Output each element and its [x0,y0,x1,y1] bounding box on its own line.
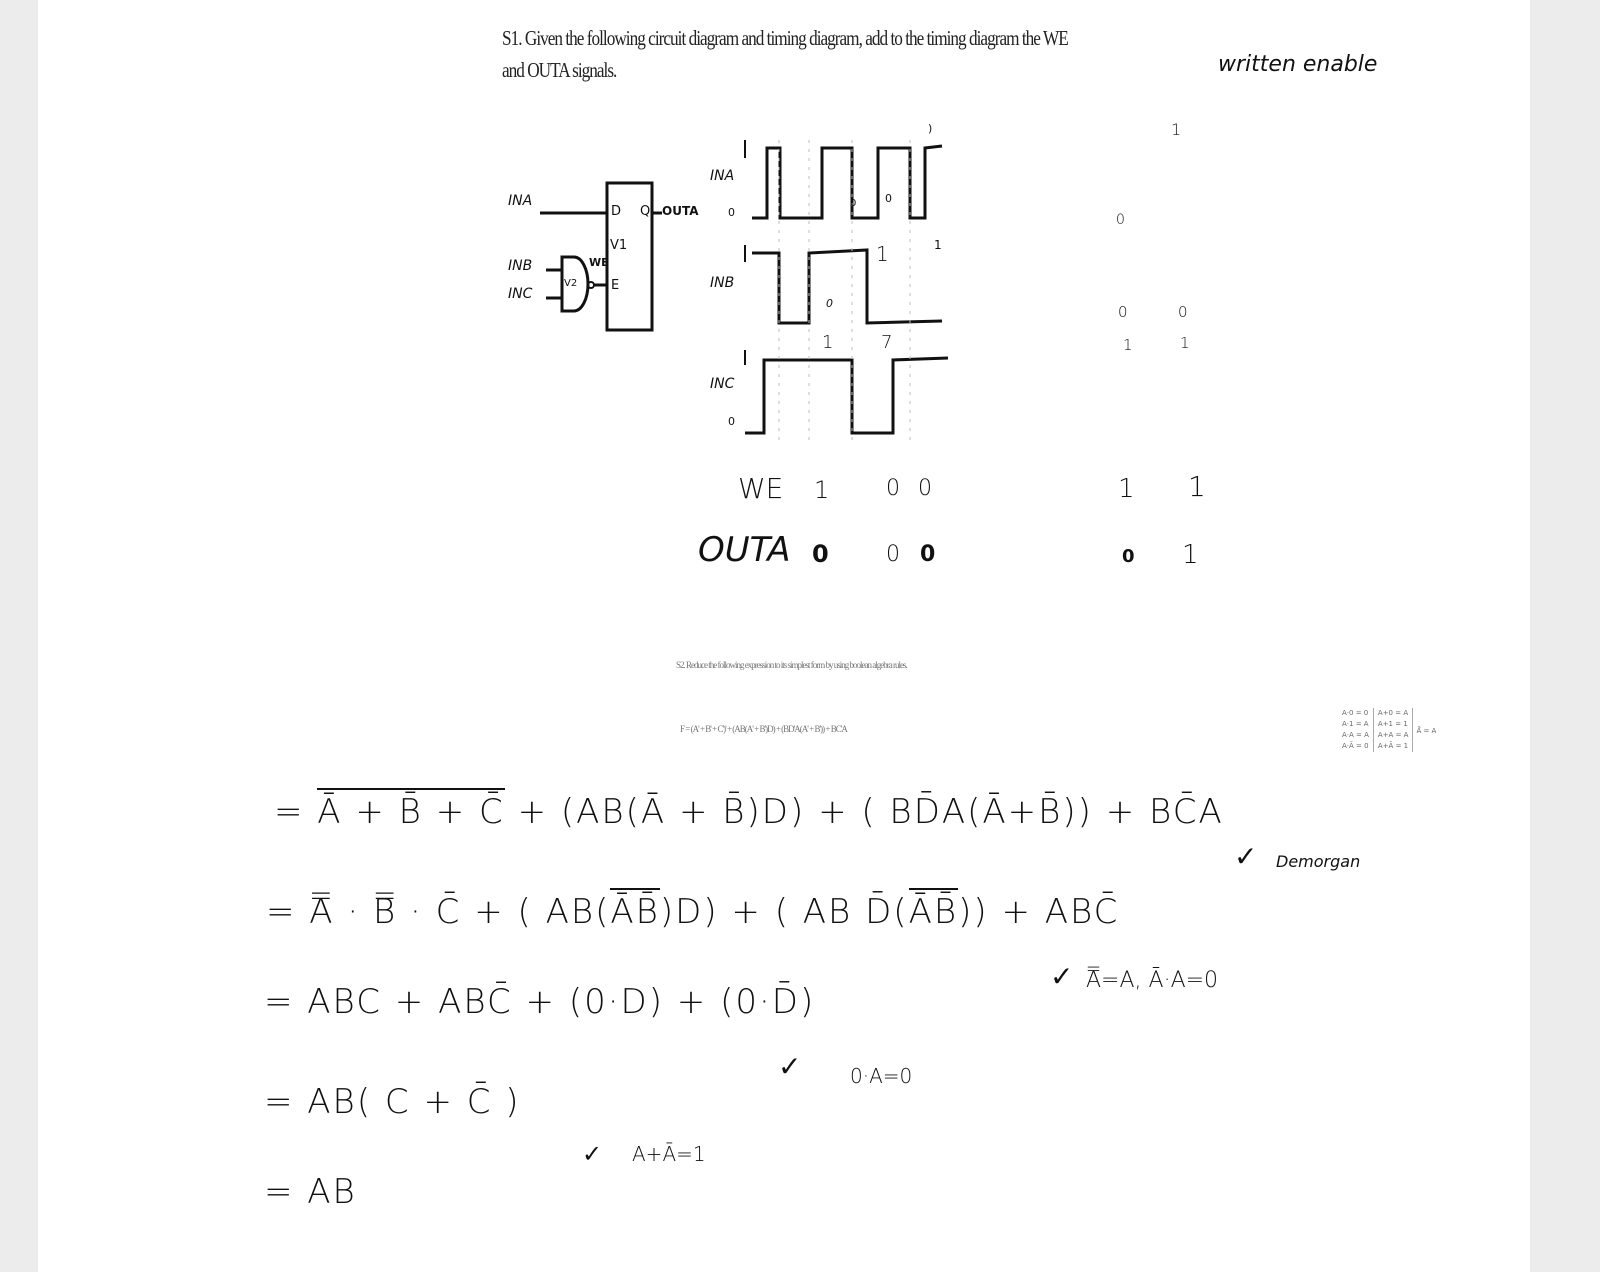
question1-line2: and OUTA signals. [502,58,617,82]
side-note: 0 [1116,212,1125,228]
expression-segment: = AB [264,1172,357,1212]
note-double-negation: A̿=A, Ā·A=0 [1086,968,1219,993]
note-demorgan: Demorgan [1276,852,1361,871]
question1-line1: S1. Given the following circuit diagram and timing diagram, add to the timing diagram the WE [502,26,1068,50]
ina-note: ) [928,122,933,135]
rule: A·1 = A [1342,720,1369,728]
overlined-term: ĀB̄ [610,888,660,932]
outa-value: 0 [1122,546,1135,567]
pin-q: Q [640,204,651,219]
check-icon: ✓ [1050,960,1074,993]
gate-label: V2 [564,278,578,289]
ina-note: 0 [850,198,857,209]
derivation-line [264,1082,521,1122]
written-enable-note: written enable [1218,52,1378,77]
expression-segment: = AB( C + C̄ ) [264,1082,521,1122]
inc-waveform [745,358,948,433]
document-page [38,0,1530,1272]
we-row-label: WE [738,472,784,505]
derivation-line [266,892,1119,932]
expression-segment: )D) + ( AB D̄( [659,892,909,932]
rule: A+Ā = 1 [1377,742,1409,750]
note-complement: A+Ā=1 [632,1142,706,1166]
note-null: 0·A=0 [850,1064,913,1088]
outa-value: 0 [920,542,936,567]
inb-waveform [752,250,942,323]
we-label: WE [589,256,609,269]
check-icon: ✓ [778,1050,802,1083]
rule: A+1 = 1 [1377,720,1408,728]
circuit-ina-label: INA [508,193,533,209]
we-value: 1 [814,476,830,504]
check-icon: ✓ [1234,840,1258,873]
question2-expression: F = (A' + B' + C')' + (AB(A' + B')D) + (BD'A(A' + B')) + BC'A [680,724,847,734]
overlined-term: ĀB̄ [909,888,959,932]
rule: A·Ā = 0 [1342,742,1369,750]
expression-segment: = A̿ · B̿ · C̄ + ( AB( [266,892,611,932]
side-note: 1 [1123,336,1133,354]
we-value: 1 [1188,470,1206,503]
we-value: 0 [918,476,932,501]
ina-note: 0 [885,192,892,205]
expression-segment: = [274,792,318,832]
side-note: 0 [1118,303,1128,321]
rule: A+0 = A [1377,709,1409,717]
expression-segment: )) + ABC̄ [958,892,1120,932]
output-label: OUTA [662,204,699,218]
rule: A·0 = 0 [1342,709,1369,717]
check-icon: ✓ [582,1140,603,1168]
inc-low-label: 0 [728,415,735,428]
question2-prompt: S2. Reduce the following expression to its simplest form by using boolean algebra rules. [676,660,907,670]
rule: A+A = A [1377,731,1409,739]
derivation-line [264,982,815,1022]
derivation-line [264,1172,357,1212]
we-value: 0 [886,476,900,501]
rules-table [1342,708,1436,752]
timing-inc-label: INC [710,376,735,392]
side-note: 0 [1178,303,1188,321]
we-value: 1 [1118,474,1135,504]
overlined-term: Ā + B̄ + C̄ [317,788,504,832]
inb-note: 1 [876,242,889,266]
ina-low-label: 0 [728,206,735,219]
expression-segment: + (AB(Ā + B̄)D) + ( BD̄A(Ā+B̄)) + BC̄A [504,792,1224,832]
expression-segment: = ABC + ABC̄ + (0·D) + (0·D̄) [264,982,816,1022]
outa-value: 0 [886,542,900,567]
outa-row-label: OUTA [698,530,791,570]
pin-e: E [611,278,620,293]
gate-bubble [588,282,594,288]
timing-inb-label: INB [710,275,735,291]
rule: Ā̄ = A [1416,727,1437,735]
rule: A·A = A [1342,731,1369,739]
inb-note: 0 [826,297,833,310]
side-note: 1 [1180,334,1190,352]
derivation-line [274,792,1224,832]
inb-note: 1 [934,238,942,252]
latch-label: V1 [610,238,628,253]
ina-waveform [752,146,942,218]
pin-d: D [611,204,622,219]
circuit-inb-label: INB [508,258,533,274]
circuit-inc-label: INC [508,286,533,302]
outa-value: 1 [1182,540,1199,570]
timing-ina-label: INA [710,168,735,184]
outa-value: 0 [812,540,829,568]
side-note: 1 [1171,120,1182,139]
inc-note: 7 [881,332,893,353]
inc-note: 1 [822,332,834,353]
